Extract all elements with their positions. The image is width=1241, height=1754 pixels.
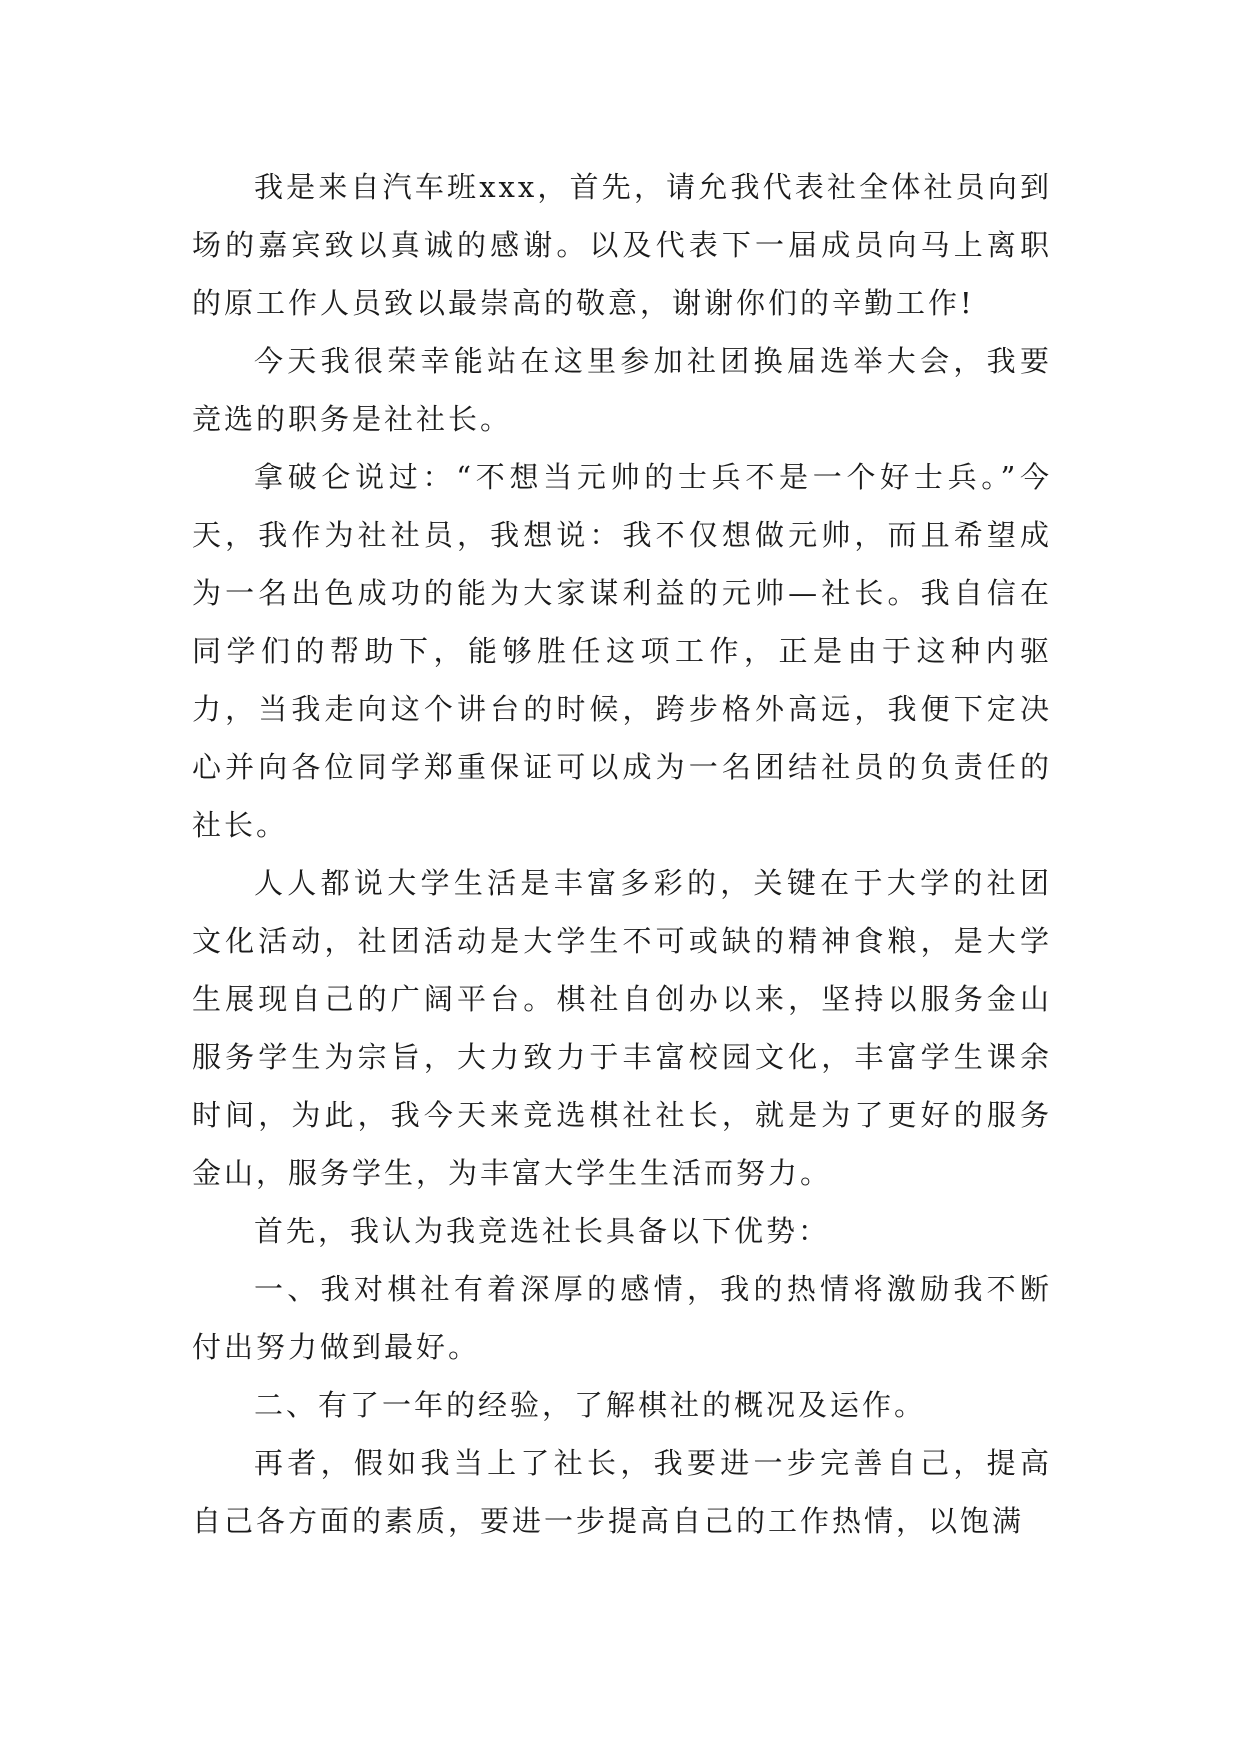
paragraph-1: 我是来自汽车班xxx，首先，请允我代表社全体社员向到场的嘉宾致以真诚的感谢。以及代表下一届成员向马上离职的原工作人员致以最崇高的敬意，谢谢你们的辛勤工作! (192, 170, 1052, 320)
paragraph-2: 今天我很荣幸能站在这里参加社团换届选举大会，我要竞选的职务是社社长。 (192, 344, 1052, 436)
paragraph-7: 二、有了一年的经验，了解棋社的概况及运作。 (254, 1388, 927, 1422)
paragraph-4: 人人都说大学生活是丰富多彩的，关键在于大学的社团文化活动，社团活动是大学生不可或缺的精神食粮，是大学生展现自己的广阔平台。棋社自创办以来，坚持以服务金山服务学生为宗旨，大力致力于丰富校园文化，丰富学生课余时间，为此，我今天来竞选棋社社长，就是为了更好的服务金山，服务学生，为丰富大学生生活而努力。 (192, 866, 1052, 1190)
paragraph-8: 再者，假如我当上了社长，我要进一步完善自己，提高自己各方面的素质，要进一步提高自己的工作热情，以饱满 (192, 1446, 1052, 1538)
paragraph-6: 一、我对棋社有着深厚的感情，我的热情将激励我不断付出努力做到最好。 (192, 1272, 1052, 1364)
paragraph-5: 首先，我认为我竞选社长具备以下优势： (254, 1214, 831, 1248)
document-body (192, 158, 1052, 1550)
paragraph-3: 拿破仑说过：“不想当元帅的士兵不是一个好士兵。”今天，我作为社社员，我想说：我不仅想做元帅，而且希望成为一名出色成功的能为大家谋利益的元帅—社长。我自信在同学们的帮助下，能够胜任这项工作，正是由于这种内驱力，当我走向这个讲台的时候，跨步格外高远，我便下定决心并向各位同学郑重保证可以成为一名团结社员的负责任的社长。 (192, 460, 1052, 842)
